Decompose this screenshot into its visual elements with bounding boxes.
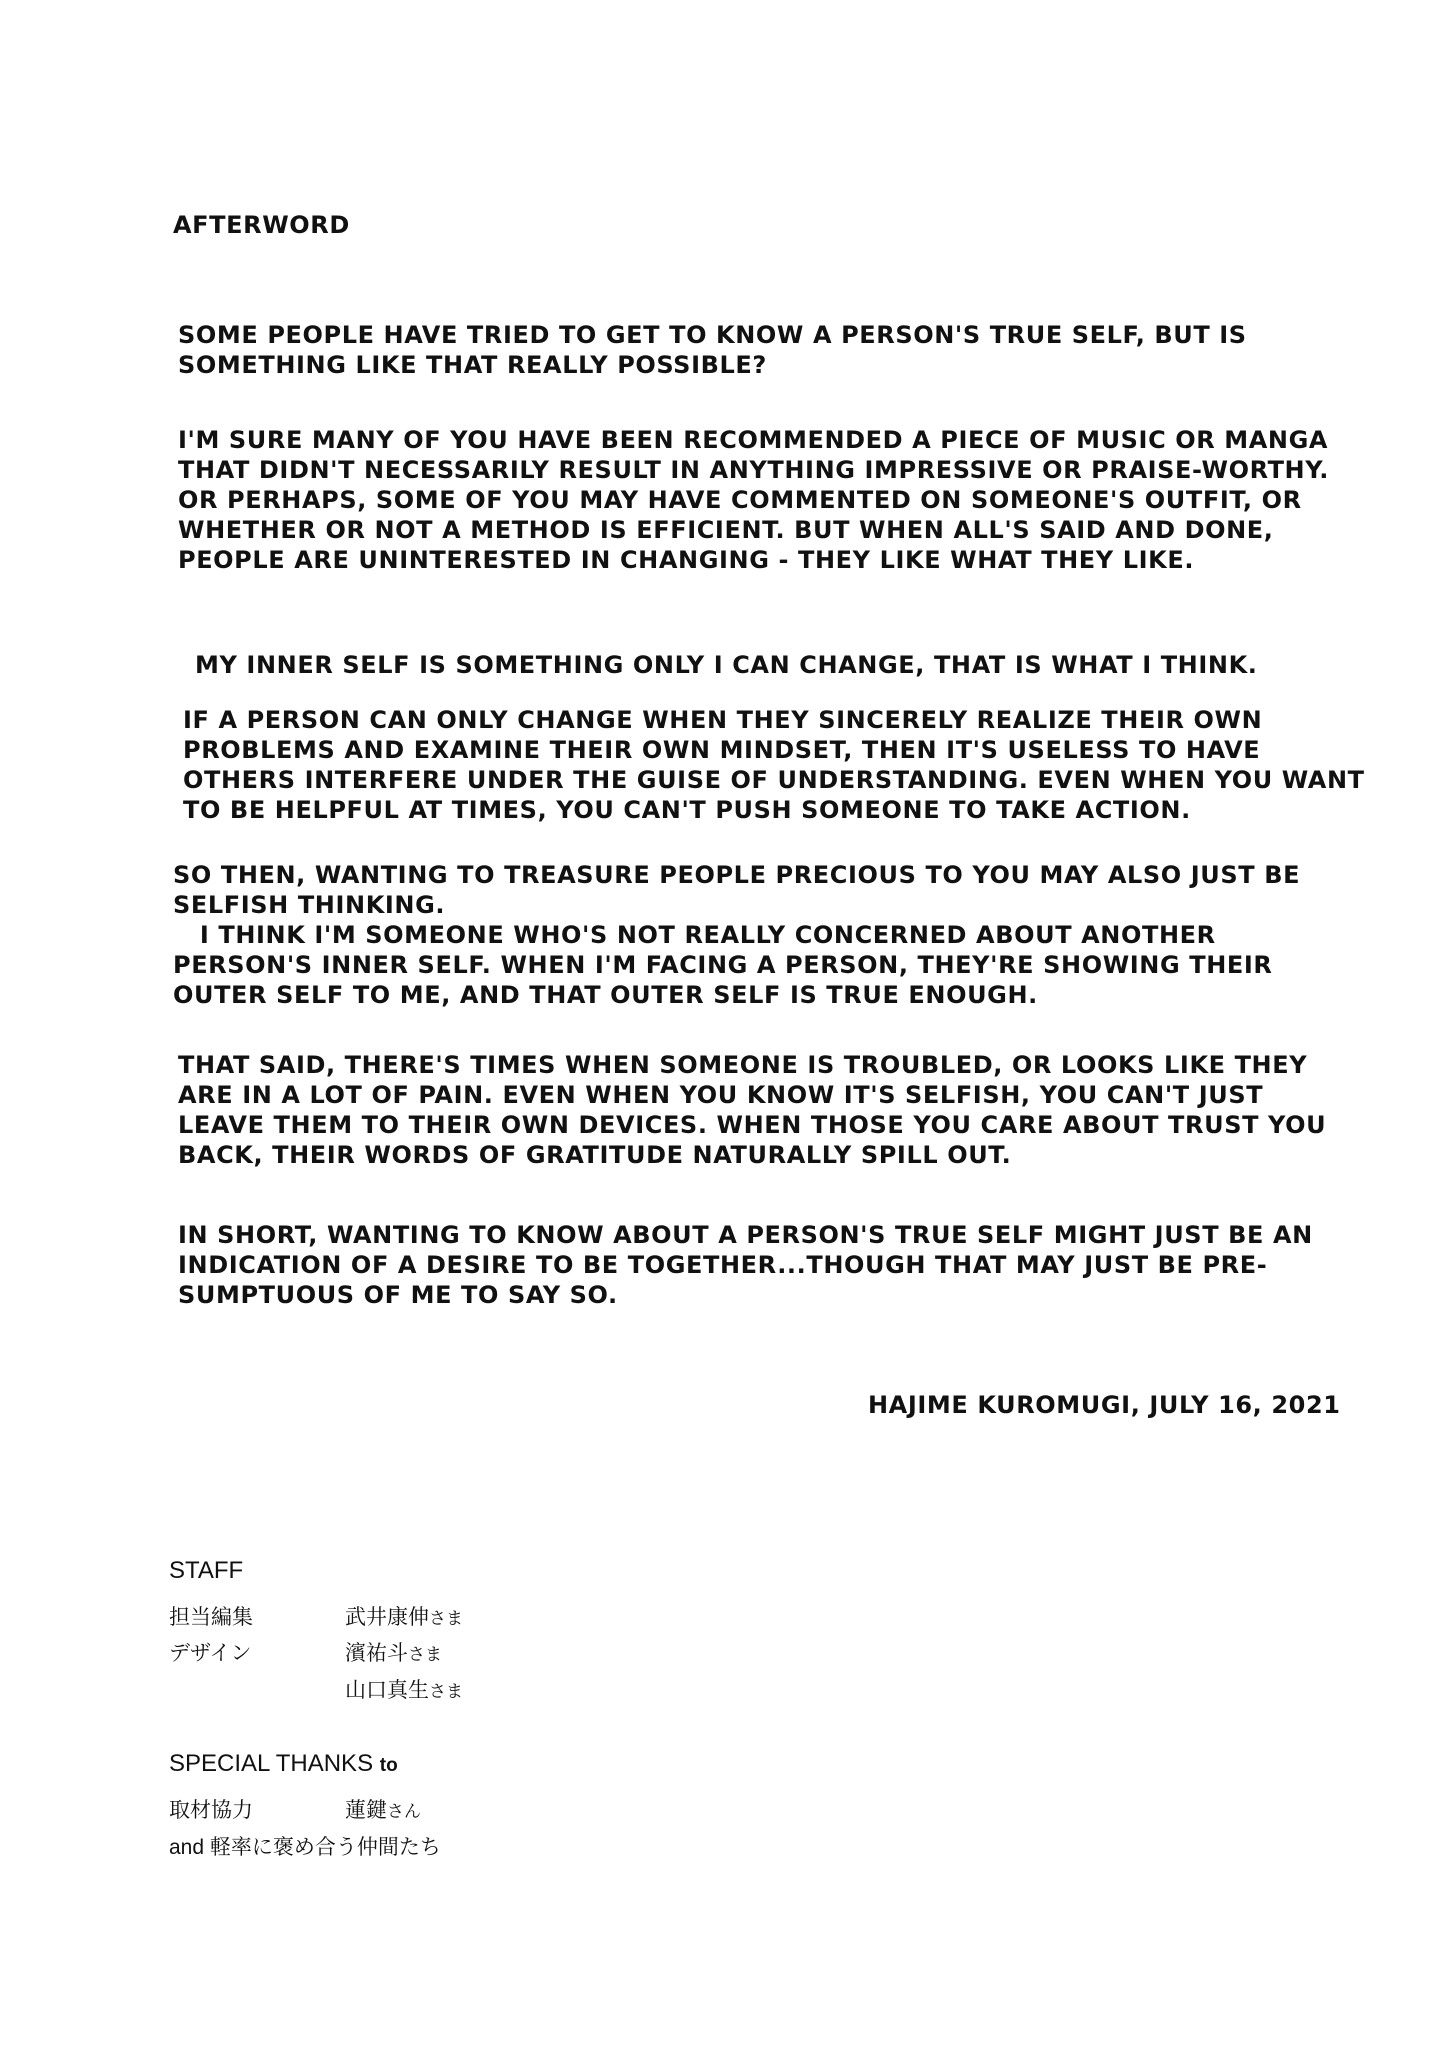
paragraph-line: THAT DIDN'T NECESSARILY RESULT IN ANYTHING IMPRESSIVE OR PRAISE-WORTHY. (178, 456, 1329, 484)
thanks-name-text: 蓮鍵 (345, 1799, 387, 1822)
paragraph-line: IN SHORT, WANTING TO KNOW ABOUT A PERSON'S TRUE SELF MIGHT JUST BE AN (178, 1221, 1313, 1249)
staff-name (345, 1600, 463, 1637)
paragraph-line: TO BE HELPFUL AT TIMES, YOU CAN'T PUSH SOMEONE TO TAKE ACTION. (183, 796, 1191, 824)
afterword-title: AFTERWORD (173, 211, 350, 239)
paragraph-line: INDICATION OF A DESIRE TO BE TOGETHER...THOUGH THAT MAY JUST BE PRE- (178, 1251, 1268, 1279)
paragraph-line: SUMPTUOUS OF ME TO SAY SO. (178, 1281, 618, 1309)
paragraph-3 (195, 650, 1258, 680)
paragraph-5 (173, 860, 1300, 1010)
paragraph-line: THAT SAID, THERE'S TIMES WHEN SOMEONE IS TROUBLED, OR LOOKS LIKE THEY (178, 1051, 1308, 1079)
thanks-honorific: さん (387, 1802, 421, 1821)
paragraph-line: OUTER SELF TO ME, AND THAT OUTER SELF IS TRUE ENOUGH. (173, 981, 1038, 1009)
special-thanks-to: to (379, 1755, 398, 1776)
staff-name (345, 1636, 442, 1673)
paragraph-4 (183, 705, 1365, 825)
paragraph-line: BACK, THEIR WORDS OF GRATITUDE NATURALLY SPILL OUT. (178, 1141, 1012, 1169)
paragraph-line: SELFISH THINKING. (173, 891, 446, 919)
staff-heading: STAFF (169, 1557, 244, 1584)
staff-honorific: さま (408, 1645, 442, 1664)
paragraph-line: OTHERS INTERFERE UNDER THE GUISE OF UNDERSTANDING. EVEN WHEN YOU WANT (183, 766, 1365, 794)
paragraph-line: I THINK I'M SOMEONE WHO'S NOT REALLY CONCERNED ABOUT ANOTHER (173, 921, 1216, 949)
paragraph-line: PROBLEMS AND EXAMINE THEIR OWN MINDSET, THEN IT'S USELESS TO HAVE (183, 736, 1261, 764)
paragraph-line: LEAVE THEM TO THEIR OWN DEVICES. WHEN THOSE YOU CARE ABOUT TRUST YOU (178, 1111, 1327, 1139)
staff-honorific: さま (429, 1609, 463, 1628)
paragraph-2 (178, 425, 1329, 575)
staff-name-text: 濱祐斗 (345, 1642, 408, 1665)
staff-honorific: さま (429, 1682, 463, 1701)
paragraph-line: SOME PEOPLE HAVE TRIED TO GET TO KNOW A PERSON'S TRUE SELF, BUT IS (178, 321, 1247, 349)
special-thanks-title: SPECIAL THANKS (169, 1750, 374, 1777)
thanks-role: 取材協力 (169, 1799, 253, 1822)
paragraph-line: PEOPLE ARE UNINTERESTED IN CHANGING - THEY LIKE WHAT THEY LIKE. (178, 546, 1195, 574)
paragraph-line: WHETHER OR NOT A METHOD IS EFFICIENT. BUT WHEN ALL'S SAID AND DONE, (178, 516, 1274, 544)
paragraph-line: MY INNER SELF IS SOMETHING ONLY I CAN CHANGE, THAT IS WHAT I THINK. (195, 651, 1258, 679)
paragraph-line: SOMETHING LIKE THAT REALLY POSSIBLE? (178, 351, 767, 379)
paragraph-line: ARE IN A LOT OF PAIN. EVEN WHEN YOU KNOW IT'S SELFISH, YOU CAN'T JUST (178, 1081, 1264, 1109)
thanks-footer: and 軽率に褒め合う仲間たち (169, 1836, 441, 1859)
staff-role: デザイン (169, 1642, 252, 1665)
staff-name (345, 1673, 463, 1710)
author-signature: HAJIME KUROMUGI, JULY 16, 2021 (868, 1391, 1341, 1419)
paragraph-line: PERSON'S INNER SELF. WHEN I'M FACING A PERSON, THEY'RE SHOWING THEIR (173, 951, 1273, 979)
thanks-name (345, 1793, 421, 1830)
special-thanks-heading (169, 1746, 398, 1784)
staff-role: 担当編集 (169, 1606, 253, 1629)
staff-name-text: 山口真生 (345, 1679, 429, 1702)
paragraph-6 (178, 1050, 1326, 1170)
paragraph-7 (178, 1220, 1313, 1310)
paragraph-line: IF A PERSON CAN ONLY CHANGE WHEN THEY SINCERELY REALIZE THEIR OWN (183, 706, 1263, 734)
paragraph-line: SO THEN, WANTING TO TREASURE PEOPLE PRECIOUS TO YOU MAY ALSO JUST BE (173, 861, 1301, 889)
paragraph-line: OR PERHAPS, SOME OF YOU MAY HAVE COMMENTED ON SOMEONE'S OUTFIT, OR (178, 486, 1302, 514)
paragraph-line: I'M SURE MANY OF YOU HAVE BEEN RECOMMENDED A PIECE OF MUSIC OR MANGA (178, 426, 1329, 454)
staff-name-text: 武井康伸 (345, 1606, 429, 1629)
paragraph-1 (178, 320, 1247, 380)
